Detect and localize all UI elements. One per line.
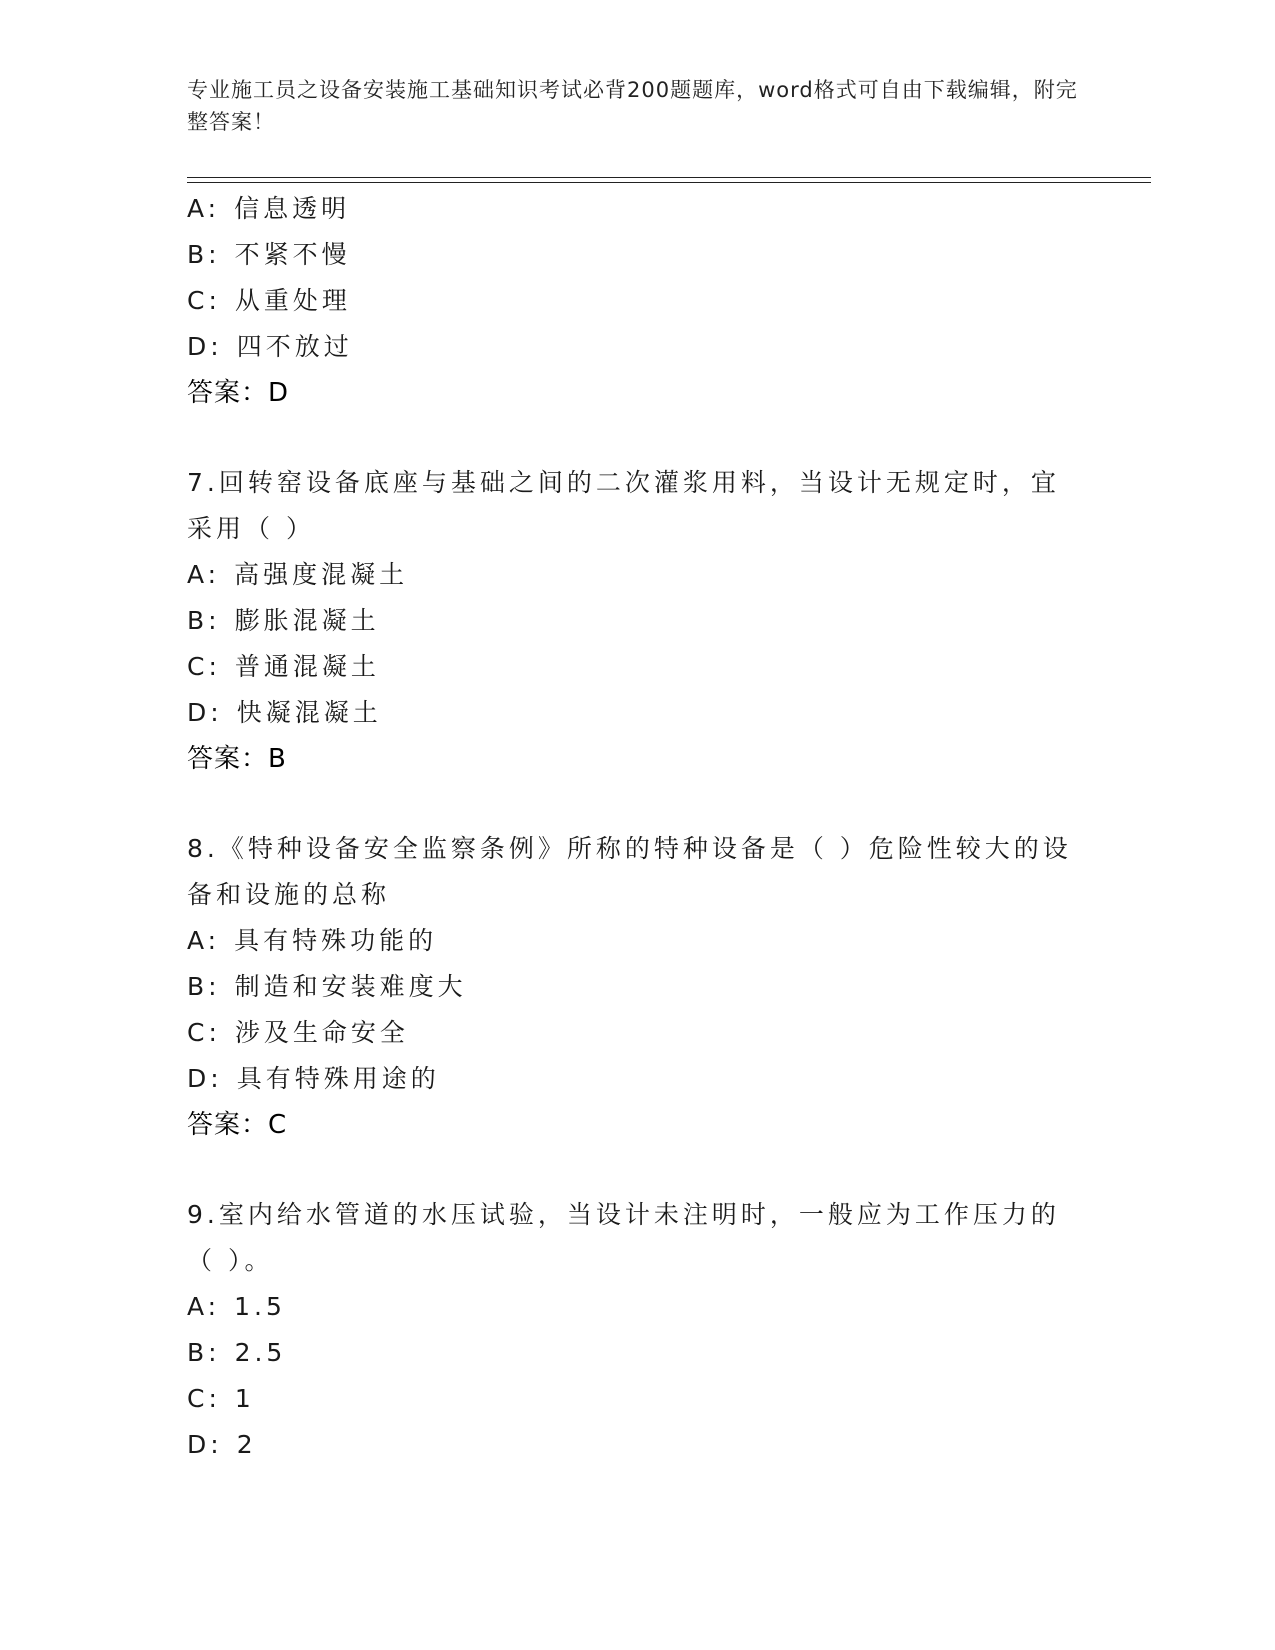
question-6-continued	[187, 186, 1147, 416]
option-c: C: 从重处理	[187, 286, 351, 315]
option-b: B: 膨胀混凝土	[187, 606, 380, 635]
option-b: B: 制造和安装难度大	[187, 972, 467, 1001]
option-c: C: 涉及生命安全	[187, 1018, 409, 1047]
header-divider-bottom	[187, 182, 1151, 183]
option-c: C: 普通混凝土	[187, 652, 380, 681]
option-b: B: 2.5	[187, 1338, 287, 1367]
answer-line: 答案：B	[187, 744, 287, 774]
question-9	[187, 1192, 1147, 1468]
question-8	[187, 826, 1147, 1148]
question-stem: 7.回转窑设备底座与基础之间的二次灌浆用料，当设计无规定时，宜采用（ ）	[187, 468, 1060, 543]
option-b: B: 不紧不慢	[187, 240, 351, 269]
option-d: D: 2	[187, 1430, 257, 1459]
answer-line: 答案：C	[187, 1110, 288, 1140]
question-7	[187, 460, 1147, 782]
answer-line: 答案：D	[187, 378, 290, 408]
question-stem: 9.室内给水管道的水压试验，当设计未注明时，一般应为工作压力的（ ）。	[187, 1200, 1060, 1275]
option-a: A: 信息透明	[187, 194, 351, 223]
option-d: D: 快凝混凝土	[187, 698, 382, 727]
header-divider-top	[187, 177, 1151, 178]
question-stem: 8.《特种设备安全监察条例》所称的特种设备是（ ）危险性较大的设备和设施的总称	[187, 834, 1072, 909]
question-list	[187, 186, 1147, 1468]
option-a: A: 1.5	[187, 1292, 286, 1321]
option-c: C: 1	[187, 1384, 255, 1413]
option-d: D: 具有特殊用途的	[187, 1064, 440, 1093]
option-d: D: 四不放过	[187, 332, 353, 361]
document-header: 专业施工员之设备安装施工基础知识考试必背200题题库，word格式可自由下载编辑，附完整答案！	[187, 78, 1078, 134]
option-a: A: 高强度混凝土	[187, 560, 409, 589]
option-a: A: 具有特殊功能的	[187, 926, 438, 955]
